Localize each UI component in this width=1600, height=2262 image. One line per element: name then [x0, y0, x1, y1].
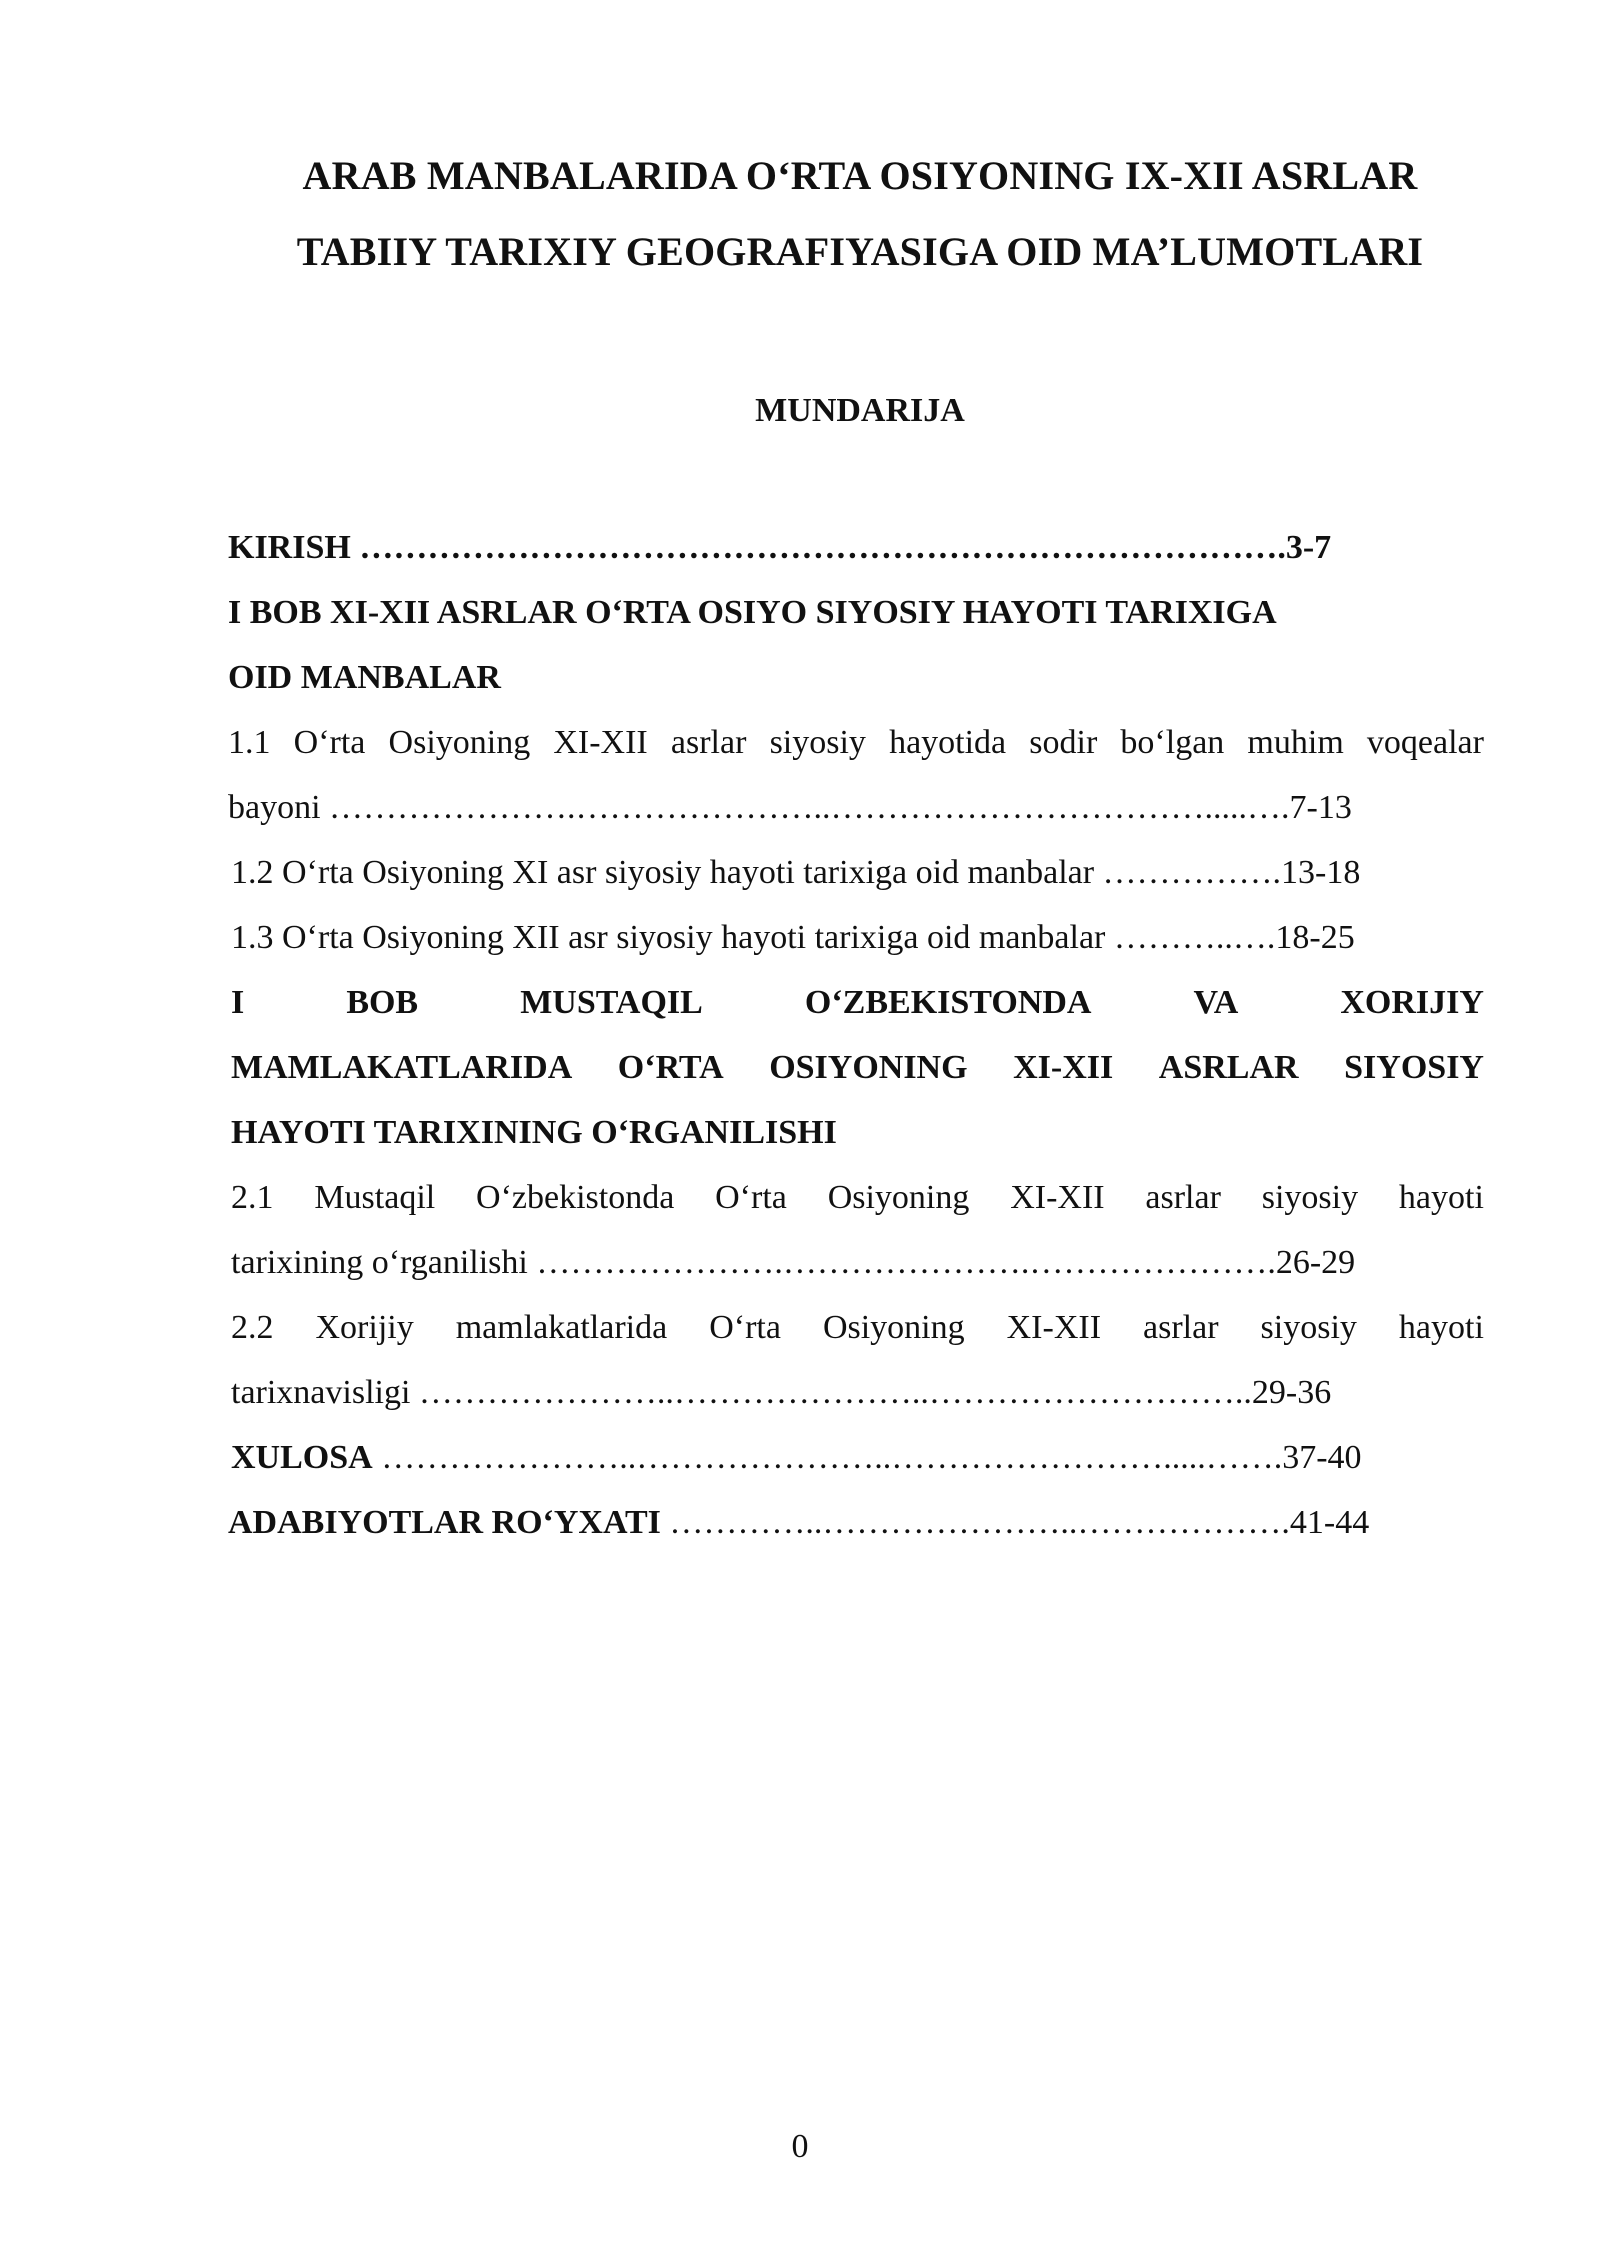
- toc-section-2-2-line-2: tarixnavisligi …………………..…………………..………………………..29-36: [231, 1374, 1332, 1411]
- word: siyosiy: [769, 724, 866, 761]
- toc-entry-xulosa-leader: …………………..…………………..…………………….....…….37-40: [372, 1439, 1362, 1476]
- word: mamlakatlarida: [455, 1309, 668, 1346]
- toc-section-1-1-line-2: bayoni ………………….…………………..…………………………….....….7-13: [228, 789, 1352, 826]
- toc-chapter-1-line-2: OID MANBALAR: [228, 659, 501, 696]
- word: ASRLAR: [1158, 1049, 1299, 1086]
- word: XORIJIY: [1340, 984, 1484, 1021]
- toc-chapter-2-line-1[interactable]: [231, 983, 1484, 1023]
- toc-entry-adabiyotlar-leader: …………..…………………..……………….41-44: [660, 1504, 1370, 1541]
- word: asrlar: [670, 724, 747, 761]
- word: BOB: [346, 984, 419, 1021]
- word: OSIYONING: [769, 1049, 968, 1086]
- page-number: 0: [791, 2128, 809, 2165]
- word: O‘rta: [293, 724, 366, 761]
- word: Mustaqil: [314, 1179, 436, 1216]
- toc-chapter-2-line-2: [231, 1048, 1484, 1088]
- toc-section-2-1-line-1[interactable]: [231, 1178, 1484, 1218]
- document-title-line-2: TABIIY TARIXIY GEOGRAFIYASIGA OID MA’LUMOTLARI: [296, 229, 1424, 274]
- word: O‘rta: [715, 1179, 787, 1216]
- word: bo‘lgan: [1120, 724, 1225, 761]
- word: 2.2: [231, 1309, 274, 1346]
- word: asrlar: [1145, 1179, 1221, 1216]
- word: sodir: [1029, 724, 1098, 761]
- word: SIYOSIY: [1344, 1049, 1484, 1086]
- document-title-line-1: ARAB MANBALARIDA O‘RTA OSIYONING IX-XII ASRLAR: [302, 153, 1418, 198]
- toc-entry-xulosa-label: XULOSA: [231, 1439, 373, 1476]
- toc-heading: MUNDARIJA: [755, 392, 965, 429]
- word: siyosiy: [1261, 1179, 1359, 1216]
- word: VA: [1193, 984, 1239, 1021]
- word: asrlar: [1143, 1309, 1219, 1346]
- word: Xorijiy: [315, 1309, 414, 1346]
- word: 1.1: [228, 724, 271, 761]
- word: Osiyoning: [388, 724, 531, 761]
- toc-section-1-3[interactable]: 1.3 O‘rta Osiyoning XII asr siyosiy hayoti tarixiga oid manbalar ………..….18-25: [231, 919, 1355, 956]
- word: O‘ZBEKISTONDA: [804, 984, 1092, 1021]
- word: 2.1: [231, 1179, 274, 1216]
- word: voqealar: [1366, 724, 1484, 761]
- toc-section-2-1-line-2: tarixining o‘rganilishi ………………….………………….………………….26-29: [231, 1244, 1356, 1281]
- word: hayoti: [1398, 1309, 1484, 1346]
- word: XI-XII: [553, 724, 648, 761]
- word: muhim: [1247, 724, 1344, 761]
- word: MUSTAQIL: [520, 984, 703, 1021]
- word: O‘zbekistonda: [476, 1179, 675, 1216]
- word: O‘RTA: [617, 1049, 724, 1086]
- word: MAMLAKATLARIDA: [231, 1049, 573, 1086]
- word: XI-XII: [1010, 1179, 1105, 1216]
- toc-chapter-2-line-3: HAYOTI TARIXINING O‘RGANILISHI: [231, 1114, 837, 1151]
- word: siyosiy: [1260, 1309, 1357, 1346]
- toc-section-1-1-line-1[interactable]: [228, 723, 1484, 763]
- word: XI-XII: [1013, 1049, 1114, 1086]
- toc-section-1-2[interactable]: 1.2 O‘rta Osiyoning XI asr siyosiy hayoti tarixiga oid manbalar …………….13-18: [231, 854, 1361, 891]
- word: O‘rta: [709, 1309, 781, 1346]
- toc-section-2-2-line-1[interactable]: [231, 1308, 1484, 1348]
- word: hayoti: [1398, 1179, 1484, 1216]
- toc-entry-kirish-text: KIRISH ……………………………………………………………………….3-7: [228, 529, 1332, 566]
- word: Osiyoning: [822, 1309, 965, 1346]
- word: I: [231, 984, 245, 1021]
- word: hayotida: [889, 724, 1007, 761]
- word: Osiyoning: [827, 1179, 970, 1216]
- toc-entry-xulosa[interactable]: [231, 1438, 1362, 1478]
- toc-entry-kirish[interactable]: [228, 528, 1331, 568]
- word: XI-XII: [1006, 1309, 1102, 1346]
- toc-entry-adabiyotlar-label: ADABIYOTLAR RO‘YXATI: [228, 1504, 661, 1541]
- toc-chapter-1-line-1[interactable]: I BOB XI-XII ASRLAR O‘RTA OSIYO SIYOSIY HAYOTI TARIXIGA: [228, 594, 1277, 631]
- toc-entry-adabiyotlar[interactable]: [228, 1503, 1369, 1543]
